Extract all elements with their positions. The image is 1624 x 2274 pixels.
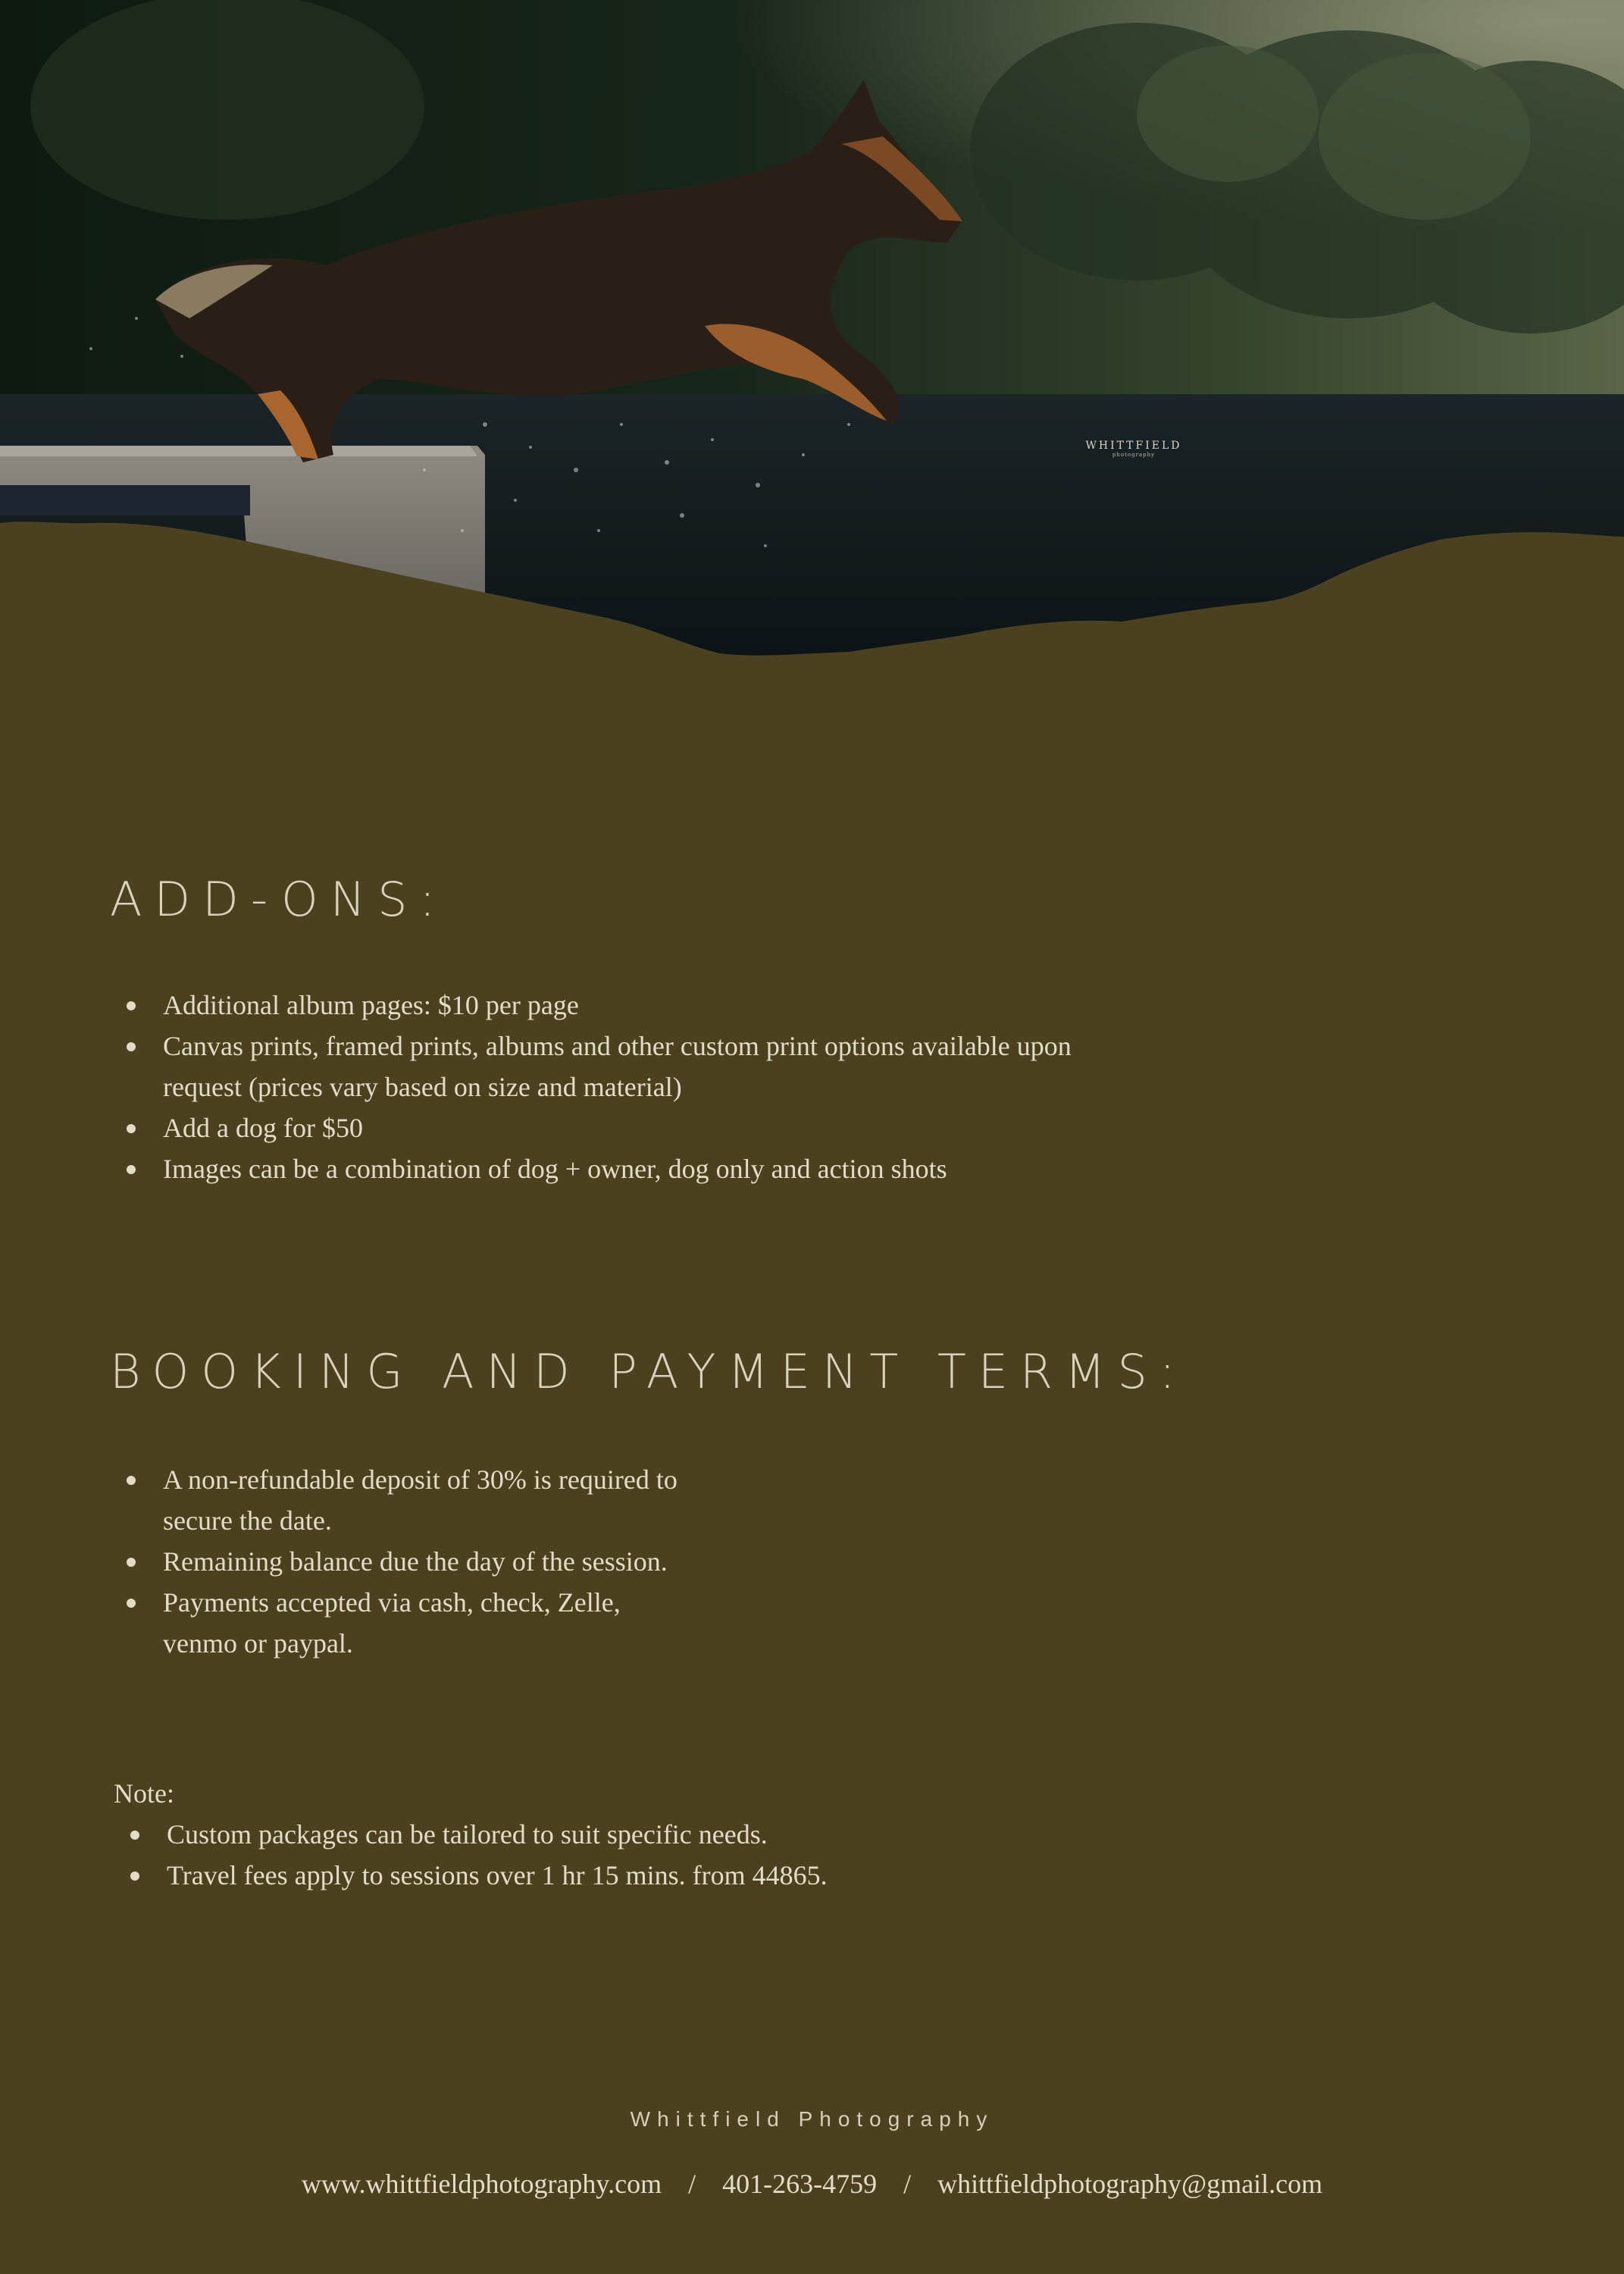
addons-item: Canvas prints, framed prints, albums and other custom print options available upon request (prices vary based on size and material) — [110, 1026, 1072, 1107]
watermark-subtitle: photography — [1112, 452, 1156, 458]
footer-phone[interactable]: 401-263-4759 — [722, 2169, 878, 2199]
footer-brand-name: Whittfield Photography — [630, 2107, 994, 2131]
footer-email-link[interactable]: whittfieldphotography@gmail.com — [937, 2169, 1323, 2199]
footer-website-link[interactable]: www.whittfieldphotography.com — [301, 2169, 662, 2199]
booking-item: Payments accepted via cash, check, Zelle, venmo or paypal. — [110, 1582, 686, 1664]
note-list — [114, 1814, 1175, 1896]
addons-item: Add a dog for $50 — [110, 1107, 1072, 1148]
addons-heading: ADD-ONS: — [110, 872, 448, 927]
booking-list — [110, 1459, 686, 1664]
addons-item: Additional album pages: $10 per page — [110, 985, 1072, 1026]
addons-list — [110, 985, 1072, 1189]
footer-separator: / — [688, 2169, 696, 2199]
note-label: Note: — [114, 1778, 174, 1809]
addons-item: Images can be a combination of dog + owner, dog only and action shots — [110, 1148, 1072, 1189]
hero-photo — [0, 0, 1624, 667]
footer-contact-line — [0, 2168, 1624, 2200]
watermark-logo: WHITTFIELD — [1085, 440, 1182, 452]
note-item: Travel fees apply to sessions over 1 hr 15 mins. from 44865. — [114, 1855, 1175, 1896]
booking-heading: BOOKING AND PAYMENT TERMS: — [110, 1344, 1187, 1399]
footer-separator: / — [903, 2169, 912, 2199]
booking-item: A non-refundable deposit of 30% is required to secure the date. — [110, 1459, 686, 1541]
note-item: Custom packages can be tailored to suit specific needs. — [114, 1814, 1175, 1855]
booking-item: Remaining balance due the day of the session. — [110, 1541, 686, 1582]
